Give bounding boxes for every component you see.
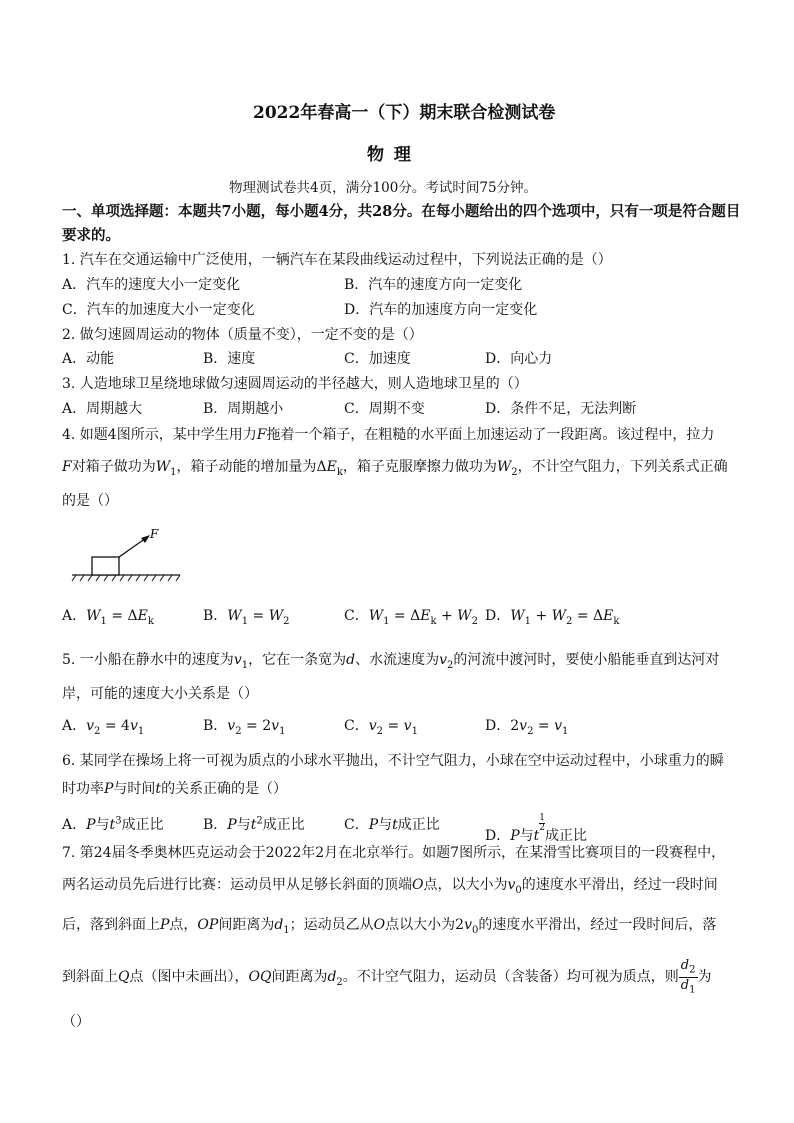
q1-option-c: C．汽车的加速度大小一定变化 <box>62 302 255 318</box>
q6-option-a: A．P与$t^3$成正比 <box>62 815 164 833</box>
q4-option-a: A．$W_1 = \Delta E_k$ <box>62 608 154 627</box>
q7-line-4: 到斜面上Q点（图中未画出），OQ间距离为$d_2$。不计空气阻力，运动员（含装备）均可视为质点，则 $\frac{d_2}{d_1}$ 为 <box>62 958 712 996</box>
q7-text: 的速度水平滑出，经过一段时间 <box>521 877 718 893</box>
q6-option-a-letter: A． <box>62 817 87 833</box>
q6-text: 的关系正确的是（） <box>161 781 288 797</box>
q4-w1-symbol: W <box>155 459 171 475</box>
q1-option-b: B．汽车的速度方向一定变化 <box>344 277 523 293</box>
q4-text: 对箱子做功为 <box>71 459 156 475</box>
q6-option-c: C．P与t成正比 <box>344 817 440 833</box>
q6-line-1: 6. 某同学在操场上将一可视为质点的小球水平抛出，不计空气阻力，小球在空中运动过程中，小球重力的瞬 <box>62 753 724 769</box>
q6-option-d: D．P与t $\frac{1}{2}$ 成正比 <box>485 813 588 844</box>
section-heading-cont: 要求的。 <box>62 227 120 244</box>
q4-w2-symbol: W <box>496 459 512 475</box>
q7-text: 。不计空气阻力，运动员（含装备）均可视为质点，则 <box>342 969 679 986</box>
q6-option-b: B．P与$t^2$成正比 <box>203 815 305 833</box>
q5-option-b: B．$v_2 = 2v_1$ <box>203 718 286 737</box>
q6-option-suffix: 成正比 <box>397 817 440 833</box>
q3-stem: 3. 人造地球卫星绕地球做匀速圆周运动的半径越大，则人造地球卫星的（） <box>62 376 528 392</box>
q4-delta-ek-symbol: $\Delta E_k$ <box>316 459 343 478</box>
q5-option-c-letter: C． <box>344 718 369 734</box>
q7-line-2: 两名运动员先后进行比赛：运动员甲从足够长斜面的顶端O点，以大小为$v_0$的速度水平滑出，经过一段时间 <box>62 877 718 896</box>
q4-option-d-letter: D． <box>485 608 511 624</box>
q5-text: ，它在一条宽为 <box>248 652 347 668</box>
q6-option-d-letter: D． <box>485 828 511 844</box>
q4-text: ，箱子动能的增加量为 <box>176 459 317 475</box>
q5-text: 5. 一小船在静水中的速度为 <box>62 652 234 668</box>
q5-option-c: C．$v_2 = v_1$ <box>344 718 418 737</box>
q4-option-b-letter: B． <box>203 608 228 624</box>
q7-text: 点（图中未画出）， <box>129 969 249 986</box>
q5-option-a: A．$v_2 = 4v_1$ <box>62 718 145 737</box>
q6-option-suffix: 成正比 <box>545 828 588 844</box>
q6-option-suffix: 成正比 <box>262 817 305 833</box>
q4-text: 拖着一个箱子，在粗糙的水平面上加速运动了一段距离。该过程中，拉力 <box>266 427 715 443</box>
q6-text: 时功率 <box>62 781 104 797</box>
q5-option-b-letter: B． <box>203 718 228 734</box>
ground-hatching <box>72 575 180 581</box>
q7-text: 点，以大小为 <box>423 877 508 893</box>
q4-option-a-letter: A． <box>62 608 87 624</box>
q7-text: ；运动员乙从 <box>289 917 374 933</box>
q2-option-d: D．向心力 <box>485 351 553 367</box>
q3-option-b: B．周期越小 <box>203 401 284 417</box>
q6-option-b-letter: B． <box>203 817 228 833</box>
q7-text: 间距离为 <box>218 917 275 933</box>
subject-title: 物 理 <box>367 145 413 165</box>
q4-line-2: F对箱子做功为$W_1$，箱子动能的增加量为$\Delta E_k$，箱子克服摩擦力做功为$W_2$，不计空气阻力，下列关系式正确 <box>62 459 728 478</box>
q5-text: 的河流中渡河时，要使小船能垂直到达河对 <box>453 652 720 668</box>
q5-line-2: 岸，可能的速度大小关系是（） <box>62 686 258 702</box>
q5-option-d: D．$2v_2 = v_1$ <box>485 718 569 737</box>
q6-option-suffix: 成正比 <box>121 817 164 833</box>
q3-option-d: D．条件不足，无法判断 <box>485 401 637 417</box>
q4-force-symbol: F <box>256 427 267 443</box>
q7-text: 点， <box>169 917 198 933</box>
q2-option-a: A．动能 <box>62 351 115 367</box>
force-label: F <box>150 527 159 541</box>
section-heading: 一、单项选择题：本题共7小题，每小题4分，共28分。在每小题给出的四个选项中，只有一项是符合题目 <box>62 203 741 220</box>
q4-line-3: 的是（） <box>62 493 118 509</box>
q6-line-2: 时功率P与时间t的关系正确的是（） <box>62 781 288 797</box>
q1-option-d: D．汽车的加速度方向一定变化 <box>344 302 538 318</box>
q7-text: 为 <box>697 969 712 986</box>
q7-line-3: 后，落到斜面上P点，OP间距离为$d_1$；运动员乙从O点以大小为$2v_0$的速度水平滑出，经过一段时间后，落 <box>62 917 717 936</box>
exam-note: 物理测试卷共4页，满分100分。考试时间75分钟。 <box>229 180 538 196</box>
q3-option-c: C．周期不变 <box>344 401 425 417</box>
arrow-head <box>141 535 150 543</box>
q3-option-a: A．周期越大 <box>62 401 143 417</box>
q5-option-d-letter: D． <box>485 718 511 734</box>
q4-option-c-letter: C． <box>344 608 369 624</box>
q7-fraction: $\frac{d_2}{d_1}$ <box>680 958 696 996</box>
q6-fraction-exponent: $\frac{1}{2}$ <box>539 813 546 833</box>
q7-text: 的速度水平滑出，经过一段时间后，落 <box>478 917 717 933</box>
q2-option-b: B．速度 <box>203 351 256 367</box>
q5-line-1: 5. 一小船在静水中的速度为$v_1$，它在一条宽为d、水流速度为$v_2$的河流中渡河时，要使小船能垂直到达河对 <box>62 652 720 671</box>
force-arrow <box>119 538 146 557</box>
q4-option-b: B．$W_1 = W_2$ <box>203 608 290 627</box>
q4-force-symbol: F <box>62 459 72 475</box>
q7-line-1: 7. 第24届冬季奥林匹克运动会于2022年2月在北京举行。如题7图所示，在某滑雪比赛项目的一段赛程中， <box>62 845 726 861</box>
q4-text: 4. 如题4图所示，某中学生用力 <box>62 427 257 443</box>
q4-text: ，不计空气阻力，下列关系式正确 <box>517 459 728 475</box>
q7-text: 两名运动员先后进行比赛：运动员甲从足够长斜面的顶端 <box>62 877 412 893</box>
q5-text: 、水流速度为 <box>355 652 440 668</box>
q6-text: 与时间 <box>113 781 156 797</box>
q4-option-d: D．$W_1 + W_2 = \Delta E_k$ <box>485 608 620 627</box>
q4-option-c: C．$W_1 = \Delta E_k + W_2$ <box>344 608 478 627</box>
q4-figure <box>70 526 190 586</box>
q7-text: 到斜面上 <box>62 969 118 986</box>
exam-title: 2022年春高一（下）期末联合检测试卷 <box>253 103 556 123</box>
q2-stem: 2. 做匀速圆周运动的物体（质量不变），一定不变的是（） <box>62 327 423 343</box>
q7-text: 后，落到斜面上 <box>62 917 160 933</box>
q4-text: ，箱子克服摩擦力做功为 <box>342 459 497 475</box>
q7-text: 间距离为 <box>271 969 328 986</box>
box <box>92 557 119 575</box>
q6-option-c-letter: C． <box>344 817 369 833</box>
q2-option-c: C．加速度 <box>344 351 411 367</box>
q4-line-1 <box>62 424 714 444</box>
q7-text: 点以大小为 <box>385 917 456 933</box>
q5-option-a-letter: A． <box>62 718 87 734</box>
q7-line-5: （） <box>62 1014 90 1030</box>
q1-stem: 1. 汽车在交通运输中广泛使用，一辆汽车在某段曲线运动过程中，下列说法正确的是（） <box>62 252 612 268</box>
q1-option-a: A．汽车的速度大小一定变化 <box>62 277 241 293</box>
